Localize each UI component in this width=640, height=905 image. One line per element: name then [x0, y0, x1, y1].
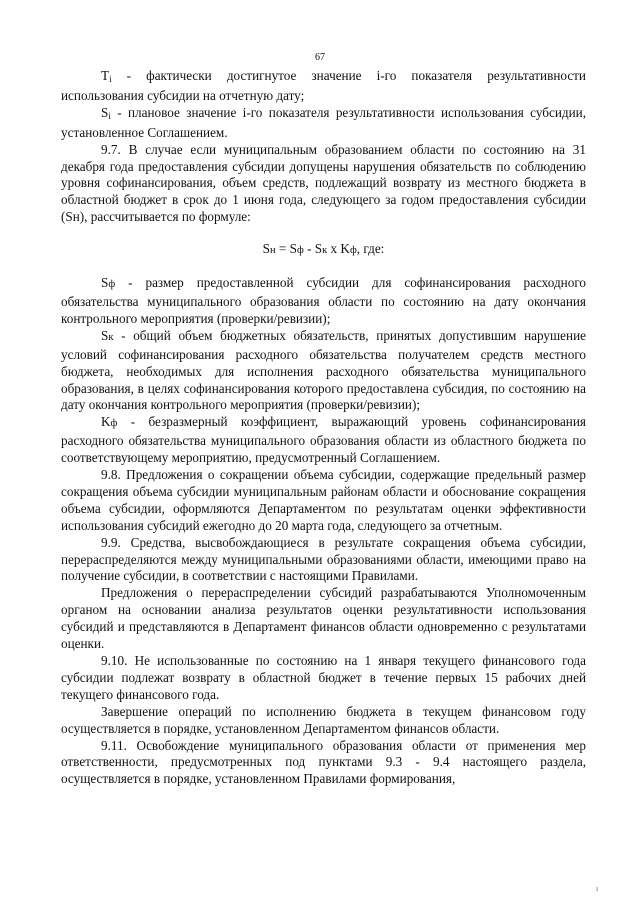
subscript-i: i — [109, 74, 112, 84]
symbol-t: T — [101, 68, 110, 83]
paragraph-9-9: 9.9. Средства, высвобождающиеся в результате сокращения объема субсидии, перераспределяются между муниципальными образованиями области, имеющими право на получение субсидии, в соответствии с настоящими Правилами. — [61, 534, 586, 584]
paragraph-ti-definition — [61, 68, 586, 105]
paragraph-9-10: 9.10. Не использованные по состоянию на 1 января текущего финансового года субсидии подлежат возврату в областной бюджет в течение первых 15 рабочих дней текущего финансового года. — [61, 653, 586, 702]
paragraph-redistribution-proposals: Предложения о перераспределении субсидий разрабатываются Уполномоченным органом на основании анализа результатов оценки результативности использования субсидий и представляются в Департамент финансов области одновременно с результатами оценки. — [61, 585, 586, 652]
paragraph-9-7: 9.7. В случае если муниципальным образованием области по состоянию на 31 декабря года предоставления субсидии допущены нарушения обязательств по соблюдению уровня софинансирования, объем средств, подлежащий возврату из местного бюджета в областной бюджет в срок до 1 июня года, следующего за годом предоставления субсидии (Sн), рассчитывается по формуле: — [61, 141, 586, 225]
formula: Sн = Sф - Sк x Kф, где: — [262, 241, 385, 257]
paragraph-9-8: 9.8. Предложения о сокращении объема субсидии, содержащие предельный размер сокращения объема субсидии муниципальным районам области и обоснование сокращения объема субсидии, оформляются Департаментом по результатам оценки эффективности использования субсидий ежегодно до 20 марта года, следующего за отчетным. — [61, 467, 586, 533]
paragraph-budget-completion: Завершение операций по исполнению бюджета в текущем финансовом году осуществляется в порядке, установленном Департаментом финансов области. — [61, 703, 586, 736]
paragraph-si-definition — [61, 105, 586, 142]
paragraph-kf-definition: Kф - безразмерный коэффициент, выражающий уровень софинансирования расходного обязательства муниципального образования области из областного бюджета по соответствующему мероприятию, предусмотренный Соглашением. — [61, 414, 586, 466]
paragraph-text: - плановое значение i-го показателя результативности использования субсидии, установленное Соглашением. — [61, 104, 586, 140]
page-number: 67 — [315, 52, 325, 63]
subscript-i: i — [108, 110, 111, 121]
paragraph-sk-definition: Sк - общий объем бюджетных обязательств, принятых допустившим нарушение условий софинансирования расходного обязательства получателем средств местного бюджета, необходимых для исполнения расходного обязательства муниципального образования, в целях софинансирования которого предоставлена субсидия, по состоянию на дату окончания контрольного мероприятия (проверки/ревизии); — [61, 327, 586, 413]
document-body — [61, 68, 586, 788]
paragraph-9-11: 9.11. Освобождение муниципального образования области от применения мер ответственности, предусмотренных под пунктами 9.3 - 9.4 настоящего раздела, осуществляется в порядке, установленном Правилами формирования, — [61, 737, 586, 787]
paragraph-sf-definition: Sф - размер предоставленной субсидии для софинансирования расходного обязательства муниципального образования области по состоянию на дату окончания контрольного мероприятия (проверки/ревизии); — [61, 275, 586, 326]
symbol-s: S — [101, 104, 109, 120]
paragraph-text: - фактически достигнутое значение i-го показателя результативности использования субсидии на отчетную дату; — [61, 68, 586, 103]
margin-mark: ı — [596, 884, 599, 893]
